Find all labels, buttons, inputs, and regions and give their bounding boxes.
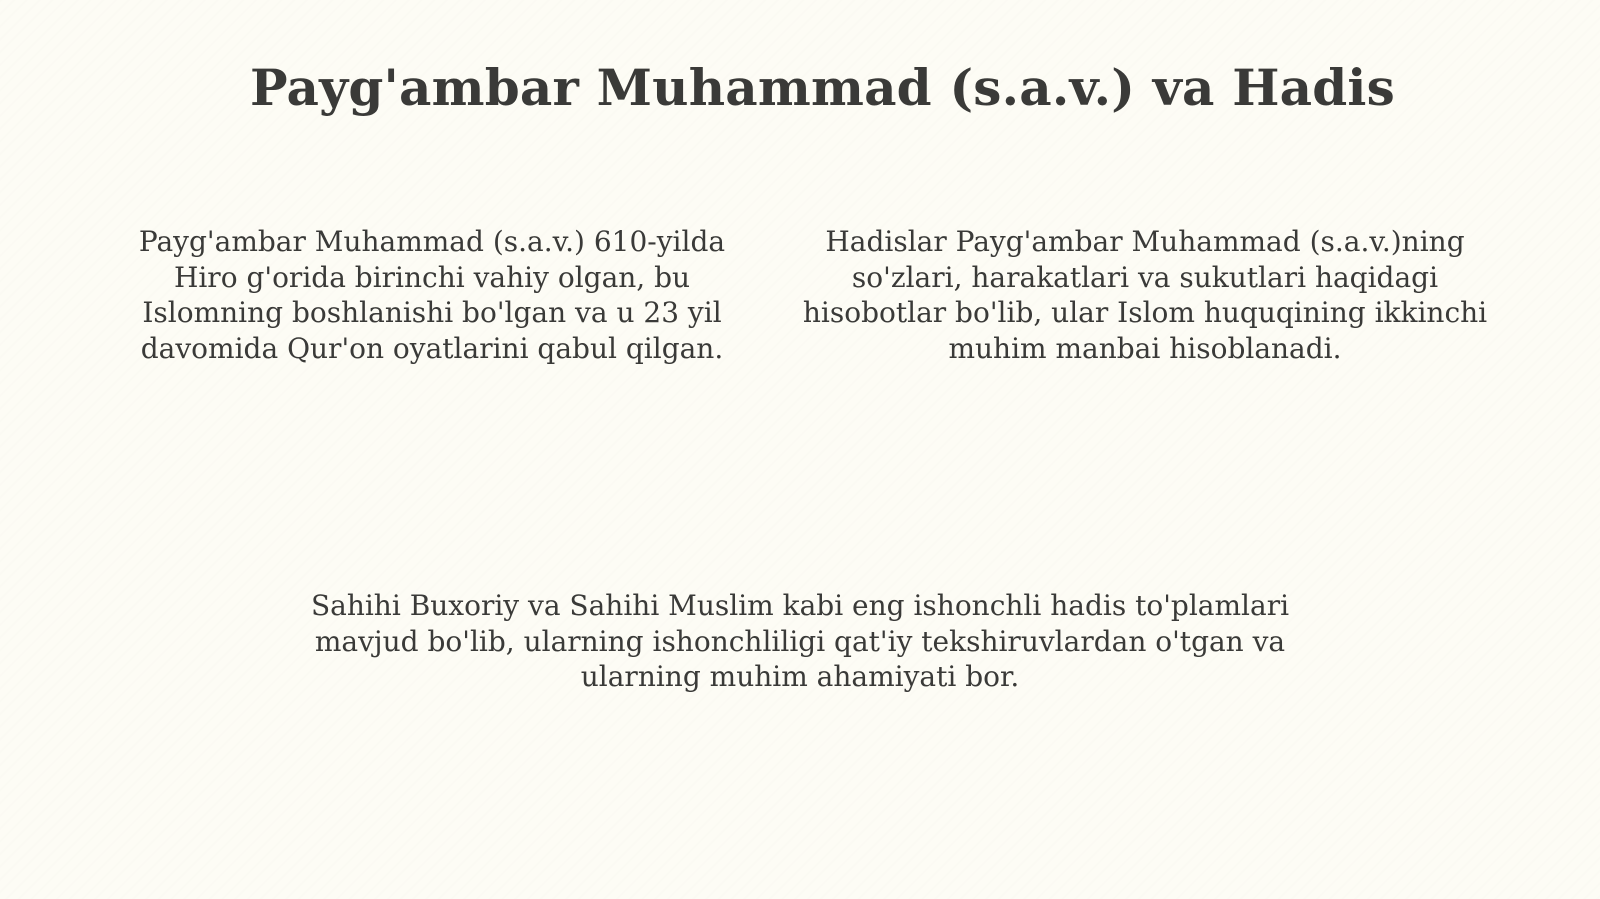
paragraph-hadith-definition: Hadislar Payg'ambar Muhammad (s.a.v.)ning so'zlari, harakatlari va sukutlari haqidagi hisobotlar bo'lib, ular Islom huquqining ikkinchi muhim manbai hisoblanadi.	[802, 225, 1488, 365]
paragraph-hadith-collections: Sahihi Buxoriy va Sahihi Muslim kabi eng ishonchli hadis to'plamlari mavjud bo'lib, ularning ishonchliligi qat'iy tekshiruvlardan o'tgan va ularning muhim ahamiyati bor.	[310, 589, 1290, 693]
slide-title: Payg'ambar Muhammad (s.a.v.) va Hadis	[250, 58, 1395, 117]
paragraph-revelation: Payg'ambar Muhammad (s.a.v.) 610-yilda Hiro g'orida birinchi vahiy olgan, bu Islomning boshlanishi bo'lgan va u 23 yil davomida Qur'on oyatlarini qabul qilgan.	[138, 225, 726, 365]
